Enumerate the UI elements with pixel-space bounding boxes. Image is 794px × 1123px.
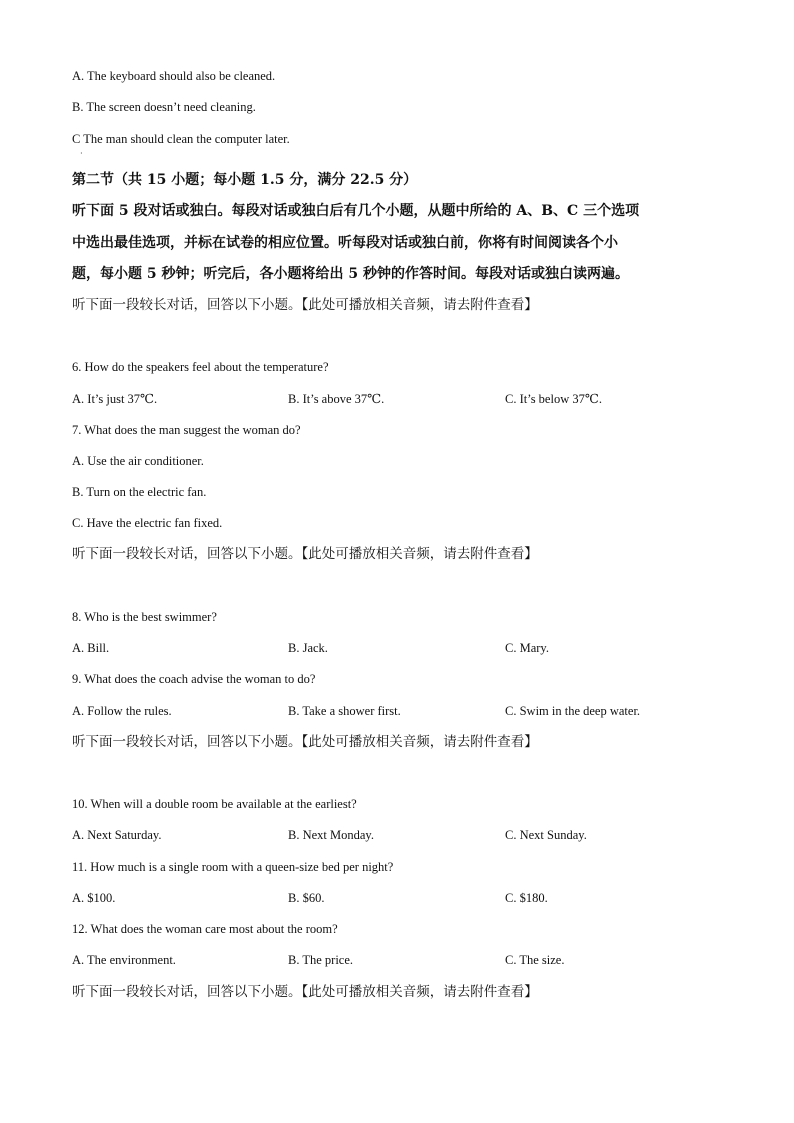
instruction-line-1: 听下面 5 段对话或独白。每段对话或独白后有几个小题，从题中所给的 A、B、C 三个选项 — [72, 203, 640, 219]
option-b: B. It’s above 37℃. — [288, 392, 385, 406]
prev-option-b: B. The screen doesn’t need cleaning. — [72, 100, 256, 114]
question-stem: 6. How do the speakers feel about the temperature? — [72, 360, 329, 374]
prev-option-a: A. The keyboard should also be cleaned. — [72, 69, 276, 83]
question-stem: 9. What does the coach advise the woman to do? — [72, 672, 316, 686]
instruction-line-3: 题，每小题 5 秒钟；听完后，各小题将给出 5 秒钟的作答时间。每段对话或独白读两遍。 — [72, 266, 629, 282]
option-b: B. Take a shower first. — [288, 704, 401, 718]
option-c: C. $180. — [505, 891, 548, 905]
question-stem: 8. Who is the best swimmer? — [72, 610, 217, 624]
option-b: B. The price. — [288, 953, 354, 967]
option-c: C. The size. — [505, 953, 565, 967]
option-c: C. Mary. — [505, 641, 549, 655]
question-stem: 7. What does the man suggest the woman do? — [72, 423, 301, 437]
option-b: B. Turn on the electric fan. — [72, 485, 207, 499]
question-stem: 12. What does the woman care most about the room? — [72, 922, 338, 936]
audio-note: 听下面一段较长对话，回答以下小题。【此处可播放相关音频，请去附件查看】 — [72, 984, 538, 1000]
option-a: A. It’s just 37℃. — [72, 392, 158, 406]
option-a: A. $100. — [72, 891, 116, 905]
option-a: A. The environment. — [72, 953, 176, 967]
option-c: C. It’s below 37℃. — [505, 392, 602, 406]
option-c: C. Have the electric fan fixed. — [72, 516, 223, 530]
audio-note: 听下面一段较长对话，回答以下小题。【此处可播放相关音频，请去附件查看】 — [72, 734, 538, 750]
option-a: A. Use the air conditioner. — [72, 454, 204, 468]
option-c: C. Next Sunday. — [505, 828, 587, 842]
option-a: A. Next Saturday. — [72, 828, 162, 842]
instruction-line-2: 中选出最佳选项，并标在试卷的相应位置。听每段对话或独白前，你将有时间阅读各个小 — [72, 235, 618, 251]
section-title: 第二节（共 15 小题；每小题 1.5 分，满分 22.5 分） — [72, 172, 418, 188]
stray-dot: · — [80, 149, 83, 158]
audio-note: 听下面一段较长对话，回答以下小题。【此处可播放相关音频，请去附件查看】 — [72, 546, 538, 562]
option-b: B. $60. — [288, 891, 325, 905]
question-stem: 11. How much is a single room with a queen-size bed per night? — [72, 860, 394, 874]
prev-option-c: C The man should clean the computer later. — [72, 132, 290, 146]
option-b: B. Jack. — [288, 641, 328, 655]
audio-note: 听下面一段较长对话，回答以下小题。【此处可播放相关音频，请去附件查看】 — [72, 297, 538, 313]
option-a: A. Bill. — [72, 641, 110, 655]
question-stem: 10. When will a double room be available at the earliest? — [72, 797, 357, 811]
option-c: C. Swim in the deep water. — [505, 704, 641, 718]
option-a: A. Follow the rules. — [72, 704, 172, 718]
option-b: B. Next Monday. — [288, 828, 374, 842]
